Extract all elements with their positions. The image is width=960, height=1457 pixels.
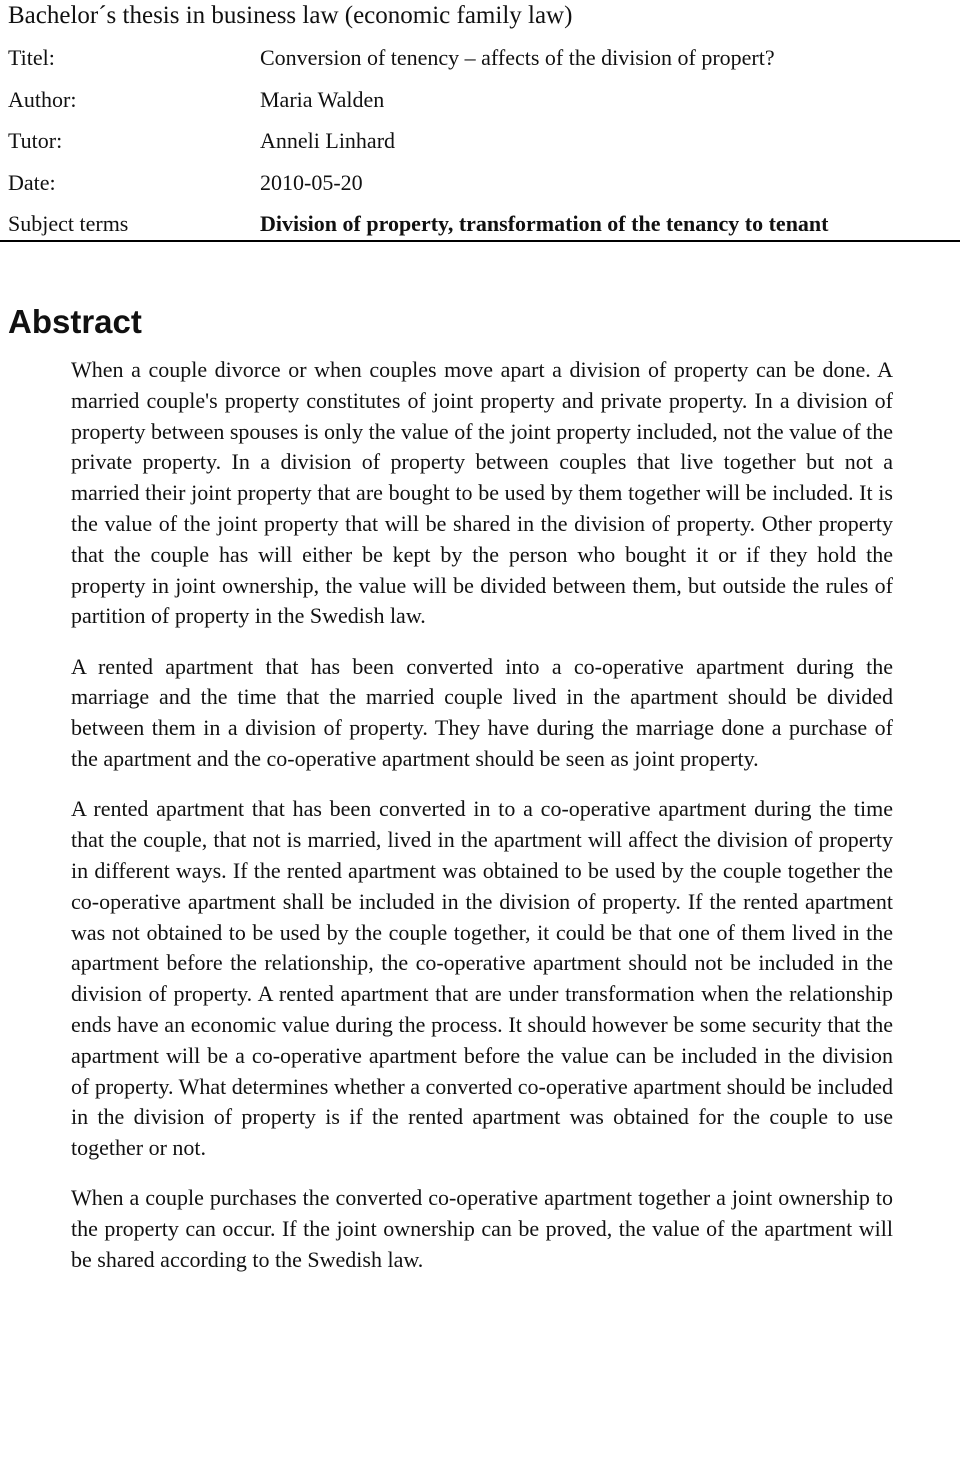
meta-label-tutor: Tutor:: [8, 128, 63, 154]
meta-label-author: Author:: [8, 86, 77, 112]
abstract-paragraph: When a couple purchases the converted co-operative apartment together a joint ownership to the property can occur. If the joint ownership can be proved, the value of the apartment will be shared according to the Swedish law.: [71, 1185, 893, 1273]
meta-label-title: Titel:: [8, 45, 55, 70]
horizontal-divider: [0, 240, 960, 242]
meta-value-author: Maria Walden: [260, 86, 385, 112]
abstract-heading: Abstract: [8, 303, 142, 340]
meta-row-title: [8, 42, 960, 84]
meta-row-date: [8, 167, 960, 209]
abstract-paragraph: A rented apartment that has been converted into a co-operative apartment during the marriage and the time that the married couple lived in the apartment should be divided between them in a division of property. They have during the marriage done a purchase of the apartment and the co-operative apartment should be seen as joint property.: [71, 653, 893, 772]
abstract-body: [71, 355, 893, 1276]
meta-value-title: Conversion of tenency – affects of the division of propert?: [260, 45, 775, 70]
meta-row-subject-terms: [8, 208, 960, 250]
meta-label-subject-terms: Subject terms: [8, 211, 129, 237]
meta-value-subject-terms: Division of property, transformation of the tenancy to tenant: [260, 211, 829, 237]
metadata-table: [8, 42, 960, 250]
meta-row-tutor: [8, 125, 960, 167]
meta-label-date: Date:: [8, 169, 56, 195]
meta-row-author: [8, 84, 960, 126]
abstract-paragraph: When a couple divorce or when couples move apart a division of property can be done. A married couple's property constitutes of joint property and private property. In a division of property between spouses is only the value of the joint property included, not the value of the private property. In a division of property between couples that live together but not a married their joint property that are bought to be used by them together will be included. It is the value of the joint property that will be shared in the division of property. Other property that the couple has will either be kept by the person who bought it or if they hold the property in joint ownership, the value will be divided between them, but outside the rules of partition of property in the Swedish law.: [71, 357, 893, 629]
meta-value-tutor: Anneli Linhard: [260, 128, 396, 154]
abstract-paragraph: A rented apartment that has been converted in to a co-operative apartment during the time that the couple, that not is married, lived in the apartment will affect the division of property in different ways. If the rented apartment was obtained to be used by the couple together the co-operative apartment shall be included in the division of property. If the rented apartment was not obtained to be used by the couple together, it could be that one of them lived in the apartment before the relationship, the co-operative apartment should not be included in the division of property. A rented apartment that are under transformation when the relationship ends have an economic value during the process. It should however be some security that the apartment will be a co-operative apartment before the value can be included in the division of property. What determines whether a converted co-operative apartment should be included in the division of property is if the rented apartment was obtained for the couple to use together or not.: [71, 796, 893, 1161]
meta-value-date: 2010-05-20: [260, 169, 363, 195]
document-title: Bachelor´s thesis in business law (economic family law): [8, 2, 573, 29]
